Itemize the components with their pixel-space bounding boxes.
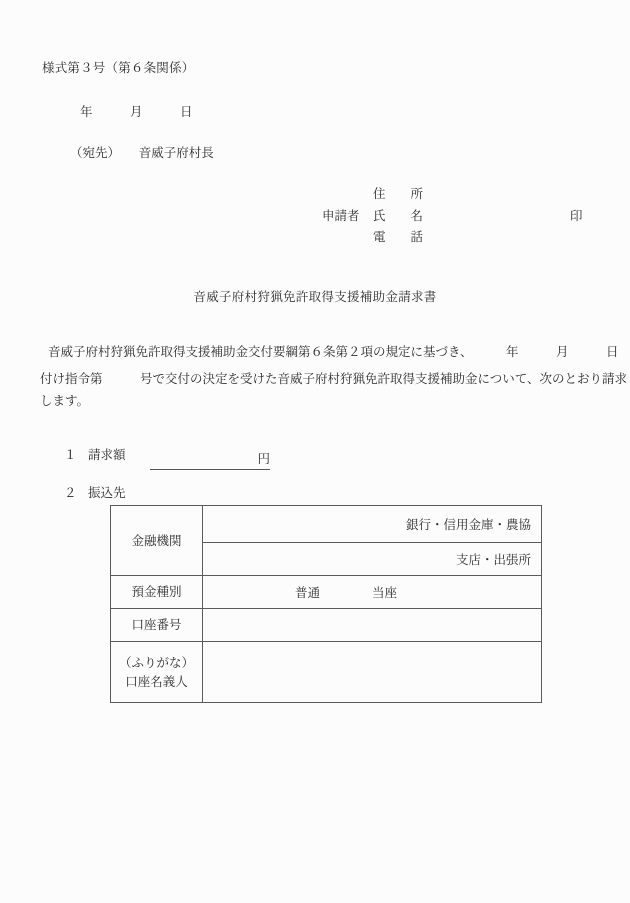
addressee-name: 音威子府村長	[138, 145, 214, 160]
account-number-field[interactable]	[203, 609, 542, 642]
claim-amount-field[interactable]: 円	[150, 449, 270, 470]
applicant-name-label: 氏 名	[373, 208, 424, 223]
item-1-label: 請求額	[88, 447, 126, 462]
body-paragraph-line-3: します。	[40, 393, 90, 408]
table-row	[111, 642, 542, 703]
branch-type-field[interactable]: 支店・出張所	[203, 543, 542, 576]
deposit-type-field[interactable]	[203, 576, 542, 609]
row-label-account-number: 口座番号	[111, 609, 203, 642]
seal-mark: 印	[570, 208, 583, 223]
applicant-tel-label: 電 話	[373, 229, 424, 244]
body-paragraph-line-2: 付け指令第 号で交付の決定を受けた音威子府村狩猟免許取得支援補助金について、次のとおり請求	[40, 371, 628, 386]
bank-transfer-table	[110, 505, 542, 703]
applicant-label: 申請者	[322, 208, 360, 223]
table-row	[111, 576, 542, 609]
account-holder-field[interactable]	[203, 642, 542, 703]
addressee-line	[70, 147, 214, 160]
account-holder-furigana-label: （ふりがな）	[118, 654, 194, 670]
item-2-label: 振込先	[88, 485, 126, 500]
item-2-number: ２	[64, 485, 77, 500]
body-date-entry: 年 月 日	[506, 344, 619, 359]
financial-institution-type-field[interactable]: 銀行・信用金庫・農協	[203, 506, 542, 543]
addressee-prefix: （宛先）	[70, 145, 114, 160]
date-entry-line: 年 月 日	[80, 104, 193, 119]
table-row	[111, 506, 542, 543]
document-title: 音威子府村狩猟免許取得支援補助金請求書	[193, 289, 437, 304]
row-label-financial-institution: 金融機関	[111, 506, 203, 576]
item-1-number: １	[64, 447, 77, 462]
body-paragraph-line-1: 音威子府村狩猟免許取得支援補助金交付要綱第６条第２項の規定に基づき、	[48, 344, 473, 359]
deposit-option-toza[interactable]: 当座	[372, 585, 398, 600]
account-holder-name-label: 口座名義人	[125, 674, 188, 689]
form-number: 様式第３号（第６条関係）	[42, 60, 195, 75]
applicant-address-label: 住 所	[373, 186, 424, 201]
row-label-account-holder	[111, 642, 203, 703]
table-row	[111, 609, 542, 642]
row-label-deposit-type: 預金種別	[111, 576, 203, 609]
deposit-option-futsu[interactable]: 普通	[295, 585, 321, 600]
